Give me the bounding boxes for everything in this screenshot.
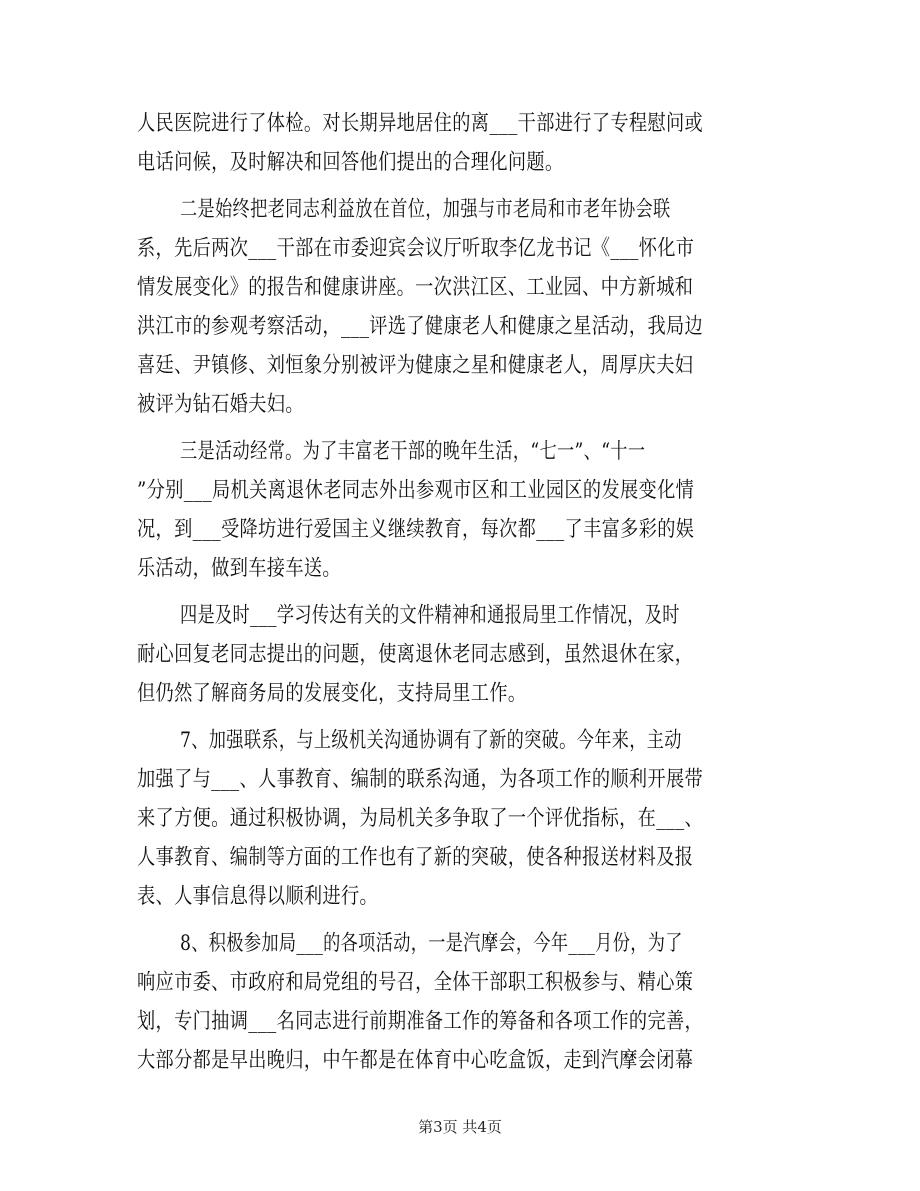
text-line: 洪江市的参观考察活动，___评选了健康老人和健康之星活动，我局边 [137,314,704,339]
text-line: 乐活动，做到车接车送。 [137,556,341,581]
page-number: 第3页 共4页 [418,1118,502,1136]
text-line: 7、加强联系，与上级机关沟通协调有了新的突破。今年来，主动 [180,728,682,753]
text-line: 人事教育、编制等方面的工作也有了新的突破，使各种报送材料及报 [137,845,694,870]
text-line: 三是活动经常。为了丰富老干部的晚年生活，“七一”、“十一 [180,439,646,464]
text-line: 耐心回复老同志提出的问题，使离退休老同志感到，虽然退休在家， [137,642,694,667]
text-line: 人民医院进行了体检。对长期异地居住的离___干部进行了专程慰问或 [137,111,704,136]
text-line: 四是及时___学习传达有关的文件精神和通报局里工作情况，及时 [180,603,680,628]
text-line: 被评为钻石婚夫妇。 [137,392,304,417]
text-line: ”分别___局机关离退休老同志外出参观市区和工业园区的发展变化情 [137,478,695,503]
text-line: 喜廷、尹镇修、刘恒象分别被评为健康之星和健康老人，周厚庆夫妇 [137,353,694,378]
text-line: 响应市委、市政府和局党组的号召，全体干部职工积极参与、精心策 [137,970,694,995]
text-line: 大部分都是早出晚归，中午都是在体育中心吃盒饭，走到汽摩会闭幕 [137,1048,694,1073]
text-line: 来了方便。通过积极协调，为局机关多争取了一个评优指标，在___、 [137,806,704,831]
text-line: 系，先后两次___干部在市委迎宾会议厅听取李亿龙书记《___怀化市 [137,236,695,261]
text-line: 8、积极参加局___的各项活动，一是汽摩会，今年___月份，为了 [180,931,683,956]
text-line: 表、人事信息得以顺利进行。 [137,884,379,909]
text-line: 划，专门抽调___名同志进行前期准备工作的筹备和各项工作的完善， [137,1009,704,1034]
text-line: 情发展变化》的报告和健康讲座。一次洪江区、工业园、中方新城和 [137,275,694,300]
text-line: 但仍然了解商务局的发展变化，支持局里工作。 [137,681,527,706]
text-line: 二是始终把老同志利益放在首位，加强与市老局和市老年协会联 [180,197,671,222]
text-line: 电话问候，及时解决和回答他们提出的合理化问题。 [137,150,564,175]
text-line: 况，到___受降坊进行爱国主义继续教育，每次都___了丰富多彩的娱 [137,517,695,542]
text-line: 加强了与___、人事教育、编制的联系沟通，为各项工作的顺利开展带 [137,767,704,792]
